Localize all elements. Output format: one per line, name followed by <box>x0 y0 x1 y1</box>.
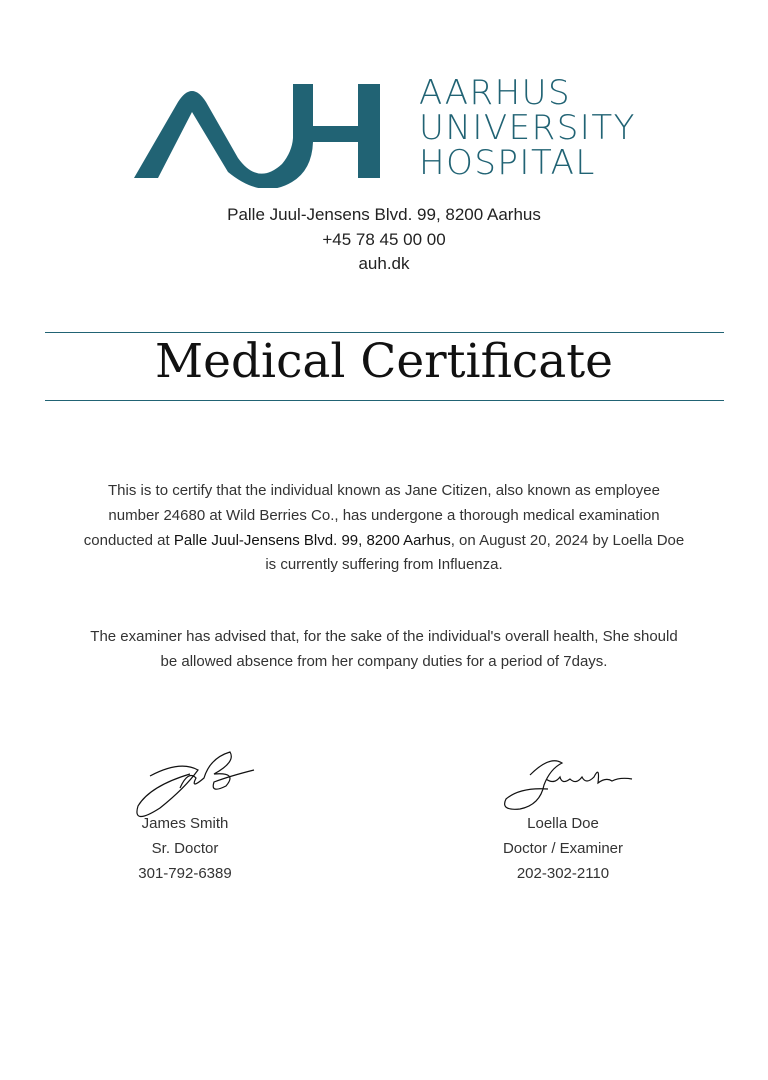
body-p1-line: is currently suffering from Influenza. <box>265 556 503 573</box>
org-name-line-3: HOSPITAL <box>419 143 596 183</box>
title-bottom-rule <box>45 400 724 401</box>
body-p2-line: be allowed absence from her company duties for a period of 7days. <box>160 653 608 670</box>
signatory-phone: 301-792-6389 <box>138 865 232 882</box>
body-p1-line: conducted at Palle Juul-Jensens Blvd. 99, 8200 Aarhus, on August 20, 2024 by Loella Doe <box>83 532 685 549</box>
body-p2-line: The examiner has advised that, for the sake of the individual's overall health, She should <box>90 628 678 645</box>
phone: +45 78 45 00 00 <box>322 230 446 249</box>
signature-loella-doe <box>500 755 635 815</box>
body-p1-line: This is to certify that the individual known as Jane Citizen, also known as employee <box>108 482 660 499</box>
website[interactable]: auh.dk <box>358 254 410 273</box>
address: Palle Juul-Jensens Blvd. 99, 8200 Aarhus <box>227 205 541 224</box>
signatory-role: Sr. Doctor <box>151 840 219 857</box>
body-p1-line: number 24680 at Wild Berries Co., has undergone a thorough medical examination <box>108 507 660 524</box>
signatory-name: Loella Doe <box>527 815 599 832</box>
exam-address: Palle Juul-Jensens Blvd. 99, 8200 Aarhus <box>173 532 451 549</box>
org-name-line-1: AARHUS <box>419 73 572 113</box>
auh-logo-mark <box>130 80 392 188</box>
signatory-role: Doctor / Examiner <box>502 840 624 857</box>
signatory-right <box>413 811 713 886</box>
title-top-rule <box>45 332 724 333</box>
signatory-left <box>35 811 335 886</box>
signature-james-smith <box>130 748 260 820</box>
signatory-name: James Smith <box>141 815 229 832</box>
signatory-phone: 202-302-2110 <box>516 865 610 882</box>
page-title: Medical Certificate <box>155 334 613 389</box>
org-name-line-2: UNIVERSITY <box>419 108 636 148</box>
